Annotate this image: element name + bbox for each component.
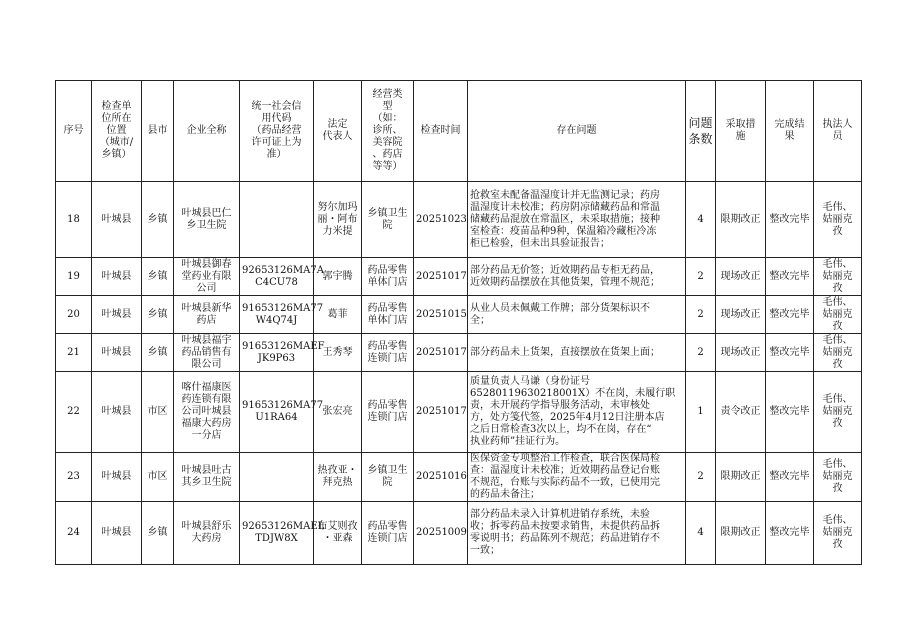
cell-check-time: 20251017 bbox=[414, 334, 468, 372]
cell-county: 市区 bbox=[142, 453, 174, 502]
cell-measures: 现场改正 bbox=[716, 258, 766, 296]
cell-legal-rep: 张宏亮 bbox=[314, 372, 362, 453]
table-row bbox=[56, 502, 862, 565]
table-row bbox=[56, 258, 862, 296]
cell-credit-code: 91653126MA77 W4Q74J bbox=[240, 296, 314, 334]
header-seq: 序号 bbox=[56, 81, 92, 182]
table-row bbox=[56, 296, 862, 334]
cell-officers: 毛伟、 姑丽克 孜 bbox=[814, 296, 862, 334]
cell-issues: 部分药品未上货架，直接摆放在货架上面； bbox=[468, 334, 686, 372]
cell-business-type: 药品零售 连锁门店 bbox=[362, 334, 414, 372]
cell-measures: 限期改正 bbox=[716, 182, 766, 258]
cell-issues: 医保资金专项整治工作检查，联合医保局检 查：温湿度计未校准；近效期药品登记台账 不规范，台账与实际药品不一致，已使用完 的药品未备注； bbox=[468, 453, 686, 502]
cell-location: 叶城县 bbox=[92, 296, 142, 334]
cell-officers: 毛伟、 姑丽克 孜 bbox=[814, 334, 862, 372]
cell-issues: 部分药品未录入计算机进销存系统，未验 收；拆零药品未按要求销售，未提供药品拆 零说明书；药品陈列不规范；药品进销存不 一致； bbox=[468, 502, 686, 565]
cell-credit-code: 92653126MA7A C4CU78 bbox=[240, 258, 314, 296]
cell-legal-rep: 郭宇腾 bbox=[314, 258, 362, 296]
cell-business-type: 药品零售 单体门店 bbox=[362, 258, 414, 296]
cell-business-type: 乡镇卫生 院 bbox=[362, 182, 414, 258]
cell-name: 叶城县福宇 药品销售有 限公司 bbox=[174, 334, 240, 372]
cell-name: 喀什福康医 药连锁有限 公司叶城县 福康大药房 一分店 bbox=[174, 372, 240, 453]
header-location: 检查单 位所在 位置 （城市/ 乡镇） bbox=[92, 81, 142, 182]
table-row bbox=[56, 182, 862, 258]
header-officers: 执法人 员 bbox=[814, 81, 862, 182]
cell-business-type: 药品零售 连锁门店 bbox=[362, 372, 414, 453]
cell-county: 乡镇 bbox=[142, 258, 174, 296]
cell-issues: 部分药品无价签；近效期药品专柜无药品， 近效期药品摆放在其他货架，管理不规范； bbox=[468, 258, 686, 296]
cell-name: 叶城县舒乐 大药房 bbox=[174, 502, 240, 565]
cell-location: 叶城县 bbox=[92, 502, 142, 565]
cell-location: 叶城县 bbox=[92, 258, 142, 296]
cell-check-time: 20251017 bbox=[414, 372, 468, 453]
cell-credit-code bbox=[240, 453, 314, 502]
cell-result: 整改完毕 bbox=[766, 296, 814, 334]
cell-county: 乡镇 bbox=[142, 296, 174, 334]
cell-legal-rep: 王秀琴 bbox=[314, 334, 362, 372]
header-check-time: 检查时间 bbox=[414, 81, 468, 182]
header-business-type: 经营类 型 （如： 诊所、 美容院 、药店 等等） bbox=[362, 81, 414, 182]
header-issues: 存在问题 bbox=[468, 81, 686, 182]
cell-measures: 限期改正 bbox=[716, 502, 766, 565]
cell-issue-count: 2 bbox=[686, 296, 716, 334]
inspection-sheet bbox=[55, 80, 862, 565]
cell-seq: 18 bbox=[56, 182, 92, 258]
cell-name: 叶城县吐古 其乡卫生院 bbox=[174, 453, 240, 502]
cell-location: 叶城县 bbox=[92, 182, 142, 258]
cell-result: 整改完毕 bbox=[766, 334, 814, 372]
cell-location: 叶城县 bbox=[92, 453, 142, 502]
cell-business-type: 药品零售 连锁门店 bbox=[362, 502, 414, 565]
header-credit-code: 统一社会信 用代码 （药品经营 许可证上为 准） bbox=[240, 81, 314, 182]
cell-issue-count: 4 bbox=[686, 502, 716, 565]
cell-legal-rep: 热孜亚・ 拜克热 bbox=[314, 453, 362, 502]
inspection-table bbox=[55, 80, 862, 565]
header-result: 完成结 果 bbox=[766, 81, 814, 182]
cell-check-time: 20251015 bbox=[414, 296, 468, 334]
cell-result: 整改完毕 bbox=[766, 182, 814, 258]
header-county: 县市 bbox=[142, 81, 174, 182]
cell-location: 叶城县 bbox=[92, 372, 142, 453]
cell-result: 整改完毕 bbox=[766, 502, 814, 565]
cell-issues: 抢救室未配备温湿度计并无监测记录；药房 温湿度计未校准；药房阴凉储藏药品和常温 储藏药品混放在常温区，未采取措施；接种 室检查：疫苗品种9种，保温箱冷藏柜冷冻 柜已检验，但未出具验证报告； bbox=[468, 182, 686, 258]
cell-legal-rep: 葛菲 bbox=[314, 296, 362, 334]
cell-name: 叶城县新华 药店 bbox=[174, 296, 240, 334]
table-row bbox=[56, 453, 862, 502]
table-row bbox=[56, 372, 862, 453]
cell-issue-count: 2 bbox=[686, 334, 716, 372]
cell-seq: 24 bbox=[56, 502, 92, 565]
cell-issue-count: 4 bbox=[686, 182, 716, 258]
cell-county: 市区 bbox=[142, 372, 174, 453]
cell-officers: 毛伟、 姑丽克 孜 bbox=[814, 502, 862, 565]
cell-credit-code: 91653126MA77 U1RA64 bbox=[240, 372, 314, 453]
cell-officers: 毛伟、 姑丽克 孜 bbox=[814, 453, 862, 502]
cell-result: 整改完毕 bbox=[766, 258, 814, 296]
cell-result: 整改完毕 bbox=[766, 372, 814, 453]
cell-measures: 限期改正 bbox=[716, 453, 766, 502]
cell-seq: 19 bbox=[56, 258, 92, 296]
cell-county: 乡镇 bbox=[142, 182, 174, 258]
cell-check-time: 20251023 bbox=[414, 182, 468, 258]
cell-legal-rep: 布艾则孜 ・亚森 bbox=[314, 502, 362, 565]
header-legal-rep: 法定 代表人 bbox=[314, 81, 362, 182]
cell-check-time: 20251016 bbox=[414, 453, 468, 502]
header-measures: 采取措 施 bbox=[716, 81, 766, 182]
cell-officers: 毛伟、 姑丽克 孜 bbox=[814, 182, 862, 258]
cell-result: 整改完毕 bbox=[766, 453, 814, 502]
cell-measures: 现场改正 bbox=[716, 296, 766, 334]
cell-name: 叶城县巴仁 乡卫生院 bbox=[174, 182, 240, 258]
cell-issues: 质量负责人马谦（身份证号 65280119630218001X）不在岗，未履行职 责，未开展药学指导服务活动，未审核处 方，处方笺代签，2025年4月12日注册本店 之后日常检查3次以上，均不在岗，存在“ 执业药师”挂证行为。 bbox=[468, 372, 686, 453]
header-name: 企业全称 bbox=[174, 81, 240, 182]
cell-credit-code: 91653126MAEF JK9P63 bbox=[240, 334, 314, 372]
cell-check-time: 20251017 bbox=[414, 258, 468, 296]
header-issue-count: 问题 条数 bbox=[686, 81, 716, 182]
cell-credit-code: 92653126MAEL TDJW8X bbox=[240, 502, 314, 565]
cell-county: 乡镇 bbox=[142, 502, 174, 565]
cell-seq: 20 bbox=[56, 296, 92, 334]
cell-business-type: 药品零售 单体门店 bbox=[362, 296, 414, 334]
cell-officers: 毛伟、 姑丽克 孜 bbox=[814, 372, 862, 453]
cell-measures: 责令改正 bbox=[716, 372, 766, 453]
cell-measures: 现场改正 bbox=[716, 334, 766, 372]
cell-seq: 21 bbox=[56, 334, 92, 372]
cell-issue-count: 2 bbox=[686, 258, 716, 296]
cell-seq: 23 bbox=[56, 453, 92, 502]
cell-county: 乡镇 bbox=[142, 334, 174, 372]
cell-check-time: 20251009 bbox=[414, 502, 468, 565]
cell-legal-rep: 努尔加玛 丽・阿布 力米提 bbox=[314, 182, 362, 258]
cell-officers: 毛伟、 姑丽克 孜 bbox=[814, 258, 862, 296]
cell-business-type: 乡镇卫生 院 bbox=[362, 453, 414, 502]
cell-location: 叶城县 bbox=[92, 334, 142, 372]
cell-credit-code bbox=[240, 182, 314, 258]
cell-issues: 从业人员未佩戴工作牌；部分货架标识不 全； bbox=[468, 296, 686, 334]
cell-issue-count: 1 bbox=[686, 372, 716, 453]
cell-name: 叶城县御春 堂药业有限 公司 bbox=[174, 258, 240, 296]
cell-seq: 22 bbox=[56, 372, 92, 453]
cell-issue-count: 2 bbox=[686, 453, 716, 502]
header-row bbox=[56, 81, 862, 182]
table-row bbox=[56, 334, 862, 372]
